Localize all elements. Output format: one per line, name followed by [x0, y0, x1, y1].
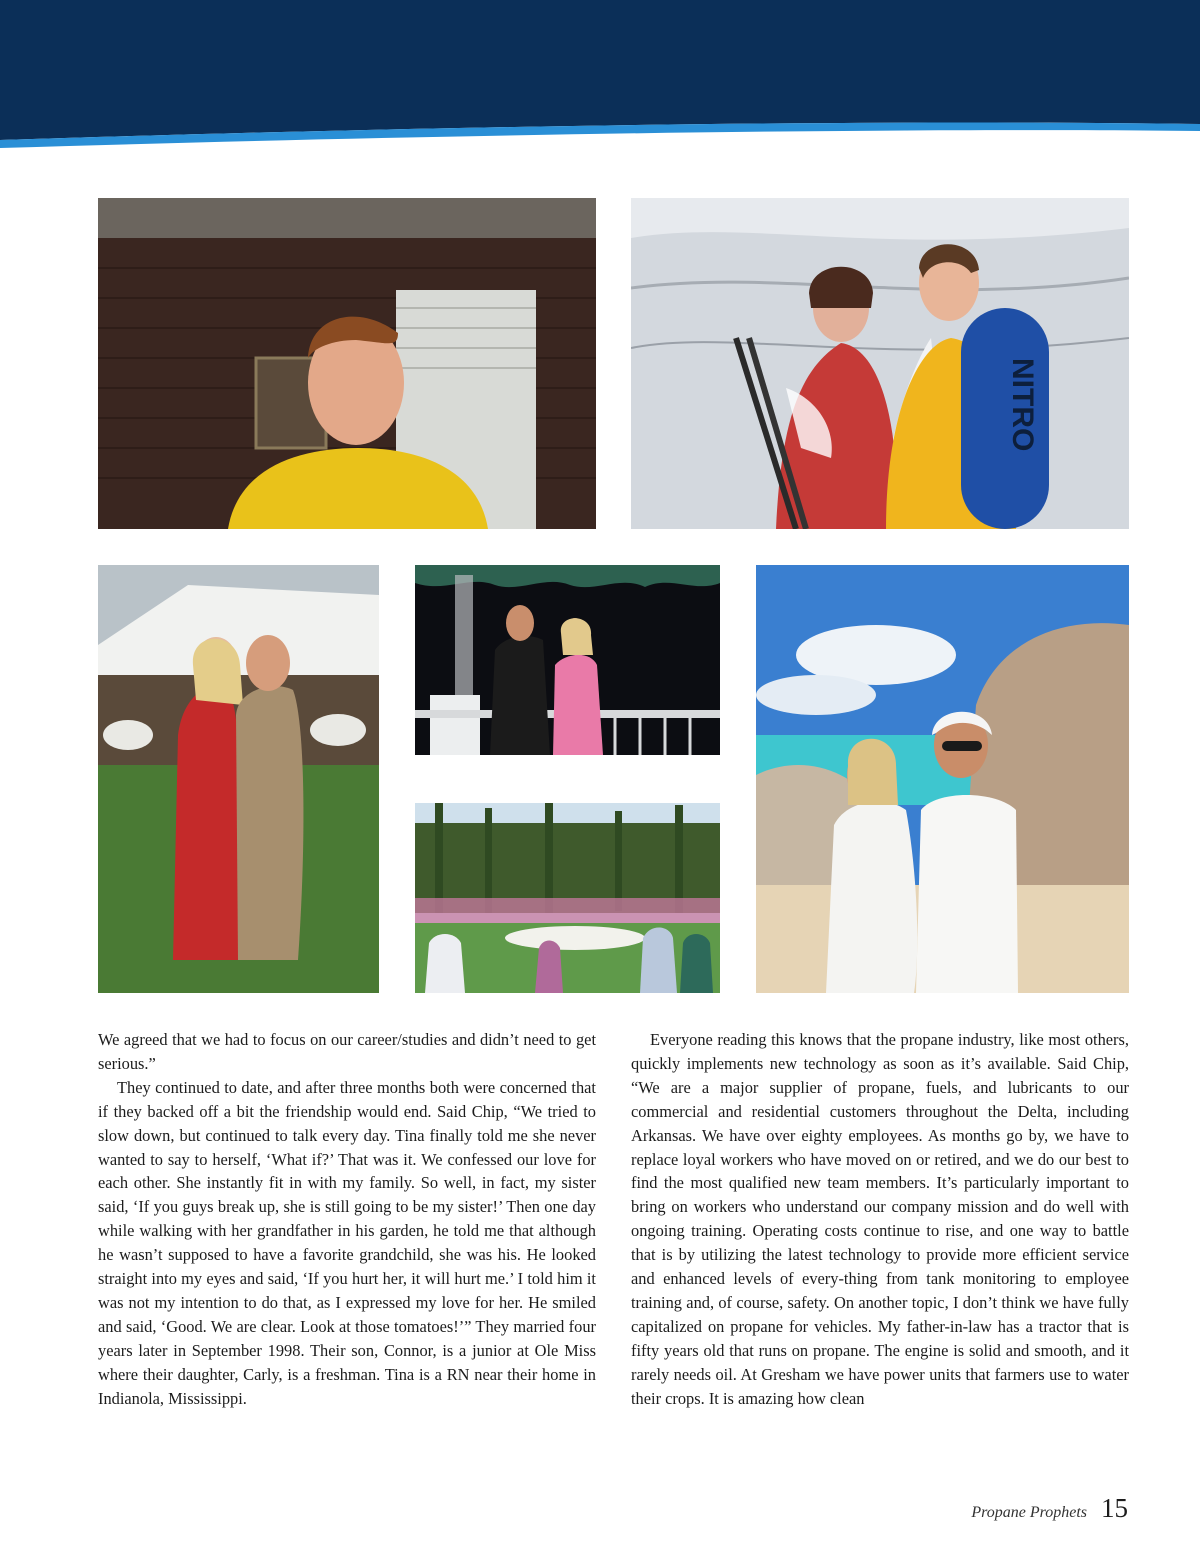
- article-column-left: [98, 1028, 596, 1411]
- photo-golf-course-spectators: [415, 803, 720, 993]
- header-band: [0, 0, 1200, 160]
- page-number: 15: [1101, 1493, 1128, 1523]
- photo-couple-garden-tent-party: [98, 565, 379, 993]
- photo-couple-ski-slope: [631, 198, 1129, 529]
- photo-couple-beach-boulders: [756, 565, 1129, 993]
- snowboard-brand-text: NITRO: [1006, 358, 1039, 452]
- snowboard: [961, 308, 1049, 529]
- photo-young-man-yellow-shirt: [98, 198, 596, 529]
- publication-name: Propane Prophets: [971, 1504, 1087, 1521]
- article-paragraph: They continued to date, and after three months both were concerned that if they backed off a bit the friendship would end. Said Chip, “We tried to slow down, but continued to talk every day. Tina finally told me she never wanted to say to herself, ‘What if?’ That was it. We confessed our love for each other. She instantly fit in with my family. So well, in fact, my sister said, ‘If you guys break up, she is still going to be my sister!’ Then one day while walking with her grandfather in his garden, he told me that although he wasn’t supposed to have a favorite grandchild, she was his. He looked straight into my eyes and said, ‘If you hurt her, it will hurt me.’ I told him it was not my intention to do that, as I expressed my love for her. He smiled and said, ‘Good. We are clear. Look at those tomatoes!’” They married four years later in September 1998. Their son, Connor, is a junior at Ole Miss where their daughter, Carly, is a freshman. Tina is a RN near their home in Indianola, Mississippi.: [98, 1077, 596, 1408]
- page-footer: [971, 1493, 1128, 1524]
- article-column-right: [631, 1028, 1129, 1411]
- article-paragraph: Everyone reading this knows that the propane industry, like most others, quickly implements new technology as soon as it’s available. Said Chip, “We are a major supplier of propane, fuels, and lubricants to our commercial and residential customers throughout the Delta, including Arkansas. We have over eighty employees. As months go by, we have to replace loyal workers who have moved on or retired, and we do our best to find the most qualified new team members. It’s particularly important to bring on workers who understand our company mission and do well with ongoing training. Operating costs continue to rise, and one way to battle that is by utilizing the latest technology to provide more efficient service and enhanced levels of every-thing from tank monitoring to employee training and, of course, safety. On another topic, I don’t think we have fully capitalized on propane for vehicles. My father-in-law has a tractor that is fifty years old that runs on propane. The engine is solid and smooth, and it rarely needs oil. At Gresham we have power units that farmers use to water their crops. It is amazing how clean: [631, 1030, 1129, 1408]
- article-paragraph: We agreed that we had to focus on our career/studies and didn’t need to get serious.”: [98, 1030, 596, 1073]
- photo-couple-night-balcony: [415, 565, 720, 755]
